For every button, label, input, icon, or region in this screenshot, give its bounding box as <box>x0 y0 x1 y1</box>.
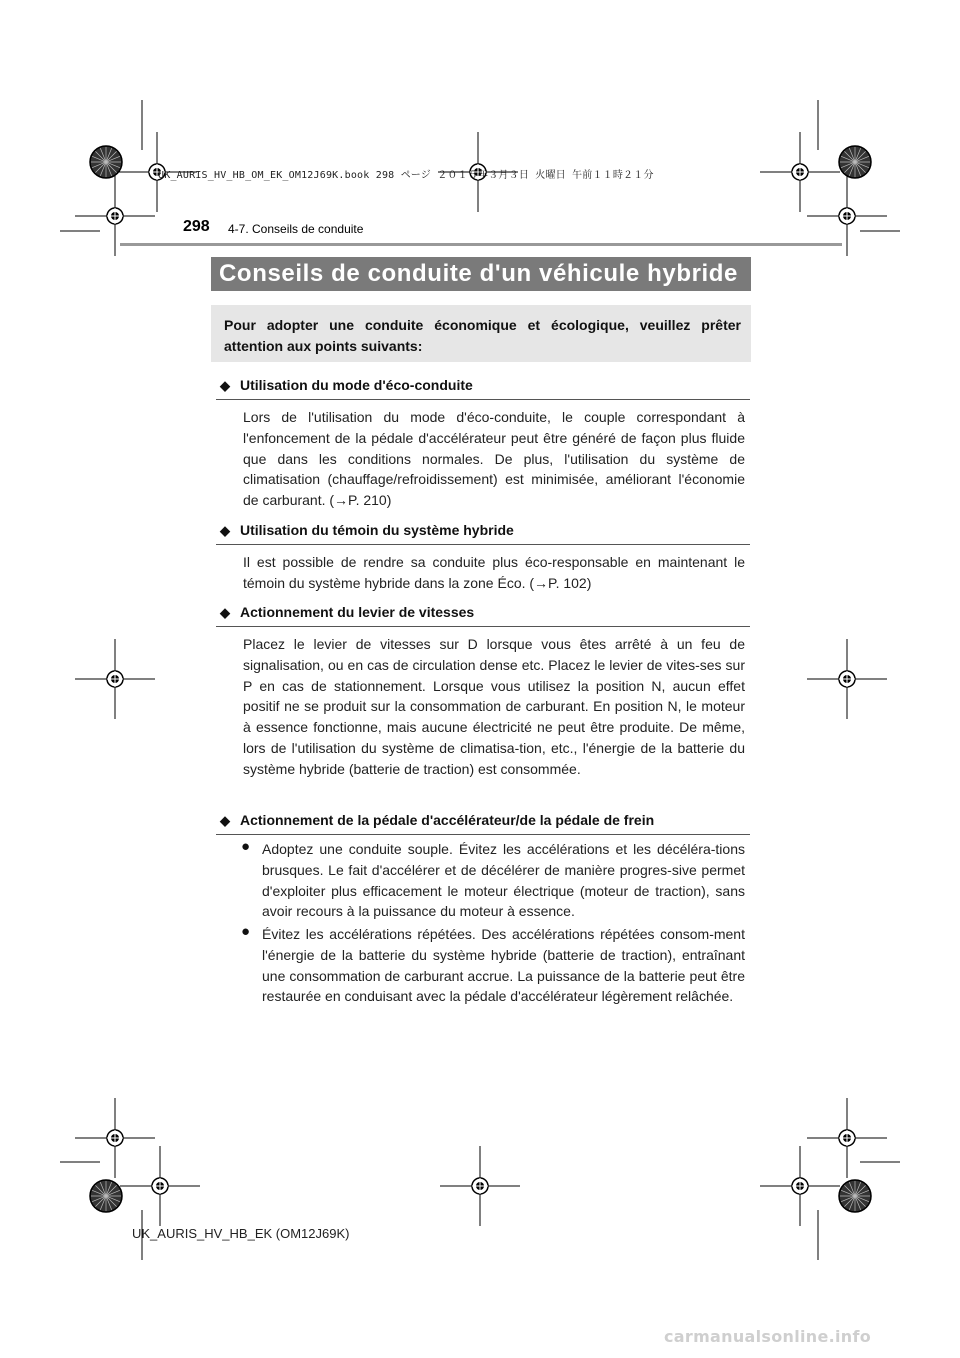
intro-box: Pour adopter une conduite économique et écologique, veuillez prêter attention aux points suivants: <box>211 305 751 362</box>
diamond-icon: ◆ <box>220 378 230 393</box>
section-reference: 4-7. Conseils de conduite <box>228 222 364 236</box>
crop-banner: UK_AURIS_HV_HB_OM_EK_OM12J69K.book 298 ページ ２０１５年３月３日 火曜日 午前１１時２１分 <box>158 170 654 181</box>
section-heading-eco-mode <box>220 377 750 394</box>
diamond-icon: ◆ <box>220 605 230 620</box>
section-paragraph: Il est possible de rendre sa conduite plus éco-responsable en maintenant le témoin du système hybride dans la zone Éco. (→P. 102) <box>243 554 745 591</box>
section-heading-shift-lever <box>220 604 750 621</box>
section-paragraph: Lors de l'utilisation du mode d'éco-conduite, le couple correspondant à l'enfoncement de la pédale d'accélérateur peut être généré de façon plus fluide que dans les conditions normales. De plus, l'utilisation du système de climatisation (chauffage/refroidissement) est minimisée, améliorant l'économie de carburant. (→P. 210) <box>243 409 745 509</box>
section-heading-text: Actionnement de la pédale d'accélérateur/de la pédale de frein <box>240 812 655 828</box>
heading-rule <box>216 626 750 627</box>
header-rule <box>120 243 842 246</box>
section-heading-text: Utilisation du témoin du système hybride <box>240 522 514 538</box>
section-heading-text: Utilisation du mode d'éco-conduite <box>240 377 473 393</box>
footer-document-code: UK_AURIS_HV_HB_EK (OM12J69K) <box>132 1226 350 1241</box>
title-bar <box>211 257 751 291</box>
list-item: Évitez les accélérations répétées. Des accélérations répétées consom-ment l'énergie de la batterie du système hybride (batterie de traction), entraînant une consommation de carburant accrue. La puissance de la batterie peut être restaurée en conduisant avec la pédale d'accélérateur légèrement relâchée. <box>262 926 745 1005</box>
diamond-icon: ◆ <box>220 523 230 538</box>
heading-rule <box>216 544 750 545</box>
watermark: carmanualsonline.info <box>664 1327 872 1346</box>
diamond-icon: ◆ <box>220 813 230 828</box>
bullet-icon: ● <box>241 923 251 940</box>
bullet-icon: ● <box>241 838 251 855</box>
section-heading-pedals <box>220 812 750 829</box>
page-number: 298 <box>183 218 210 235</box>
section-heading-text: Actionnement du levier de vitesses <box>240 604 475 620</box>
page-title: Conseils de conduite d'un véhicule hybride <box>219 260 738 287</box>
heading-rule <box>216 834 750 835</box>
heading-rule <box>216 399 750 400</box>
list-item: Adoptez une conduite souple. Évitez les accélérations et les décéléra-tions brusques. Le fait d'accélérer et de décélérer de manière progres-sive permet d'exploiter plus efficacement le moteur électrique (moteur de traction), sans avoir recours à la puissance du moteur à essence. <box>262 841 745 920</box>
section-heading-hybrid-indicator <box>220 522 750 539</box>
section-paragraph: Placez le levier de vitesses sur D lorsque vous êtes arrêté à un feu de signalisation, ou en cas de circulation dense etc. Placez le levier de vites-ses sur P en cas de stationnement. Lorsque vous utilisez la position N, aucun effet positif ne se produit sur la consommation de carburant. En position N, le moteur à essence fonctionne, mais aucune électricité ne peut être produite. De même, lors de l'utilisation du système de climatisa-tion, etc., l'énergie de la batterie du système hybride (batterie de traction) est consommée. <box>243 636 745 777</box>
